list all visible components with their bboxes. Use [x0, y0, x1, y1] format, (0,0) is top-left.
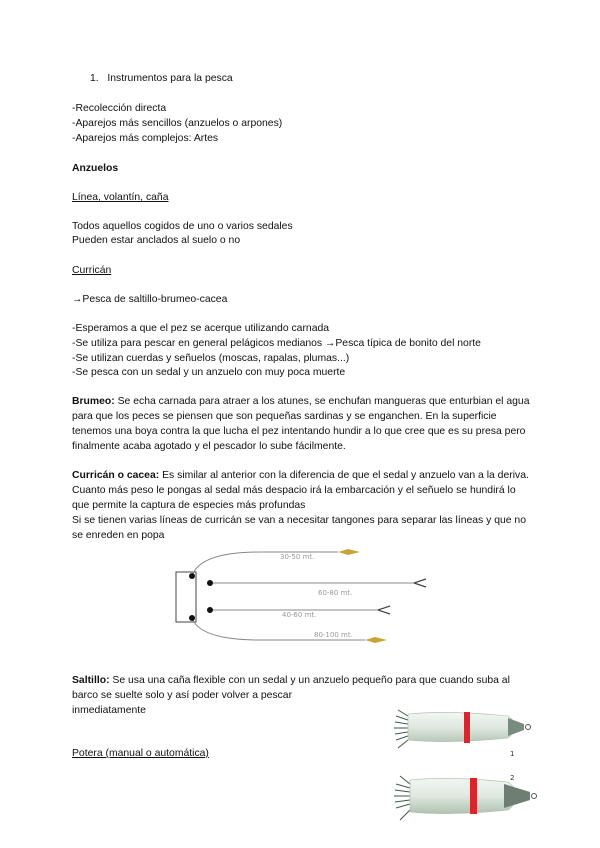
jig-2-body	[410, 778, 517, 813]
intro-line-3: -Aparejos más complejos: Artes	[72, 133, 219, 144]
boat-stern-shape	[176, 572, 196, 622]
jig-2-hooks	[394, 776, 410, 820]
brumeo-text: Se echa carnada para atraer a los atunes, se enchufan mangueras que enturbian el agua para que los peces se piensen que son pequeñas sardinas y se enganchen. En la superficie tenemos una boya contra la que lucha el pez intentando hundir a lo que cree que es su presa pero finalmente acaba agotado y el pescador lo sube fácilmente.	[72, 396, 530, 452]
jig-1-hooks	[394, 710, 408, 748]
list-item-instruments	[90, 72, 233, 86]
heading-potera: Potera (manual o automática)	[72, 748, 209, 759]
diagram-label-2: 60-80 mt.	[318, 589, 353, 597]
line-anchor-dot-4	[189, 615, 195, 621]
currican-arrow-line: →Pesca de saltillo-brumeo-cacea	[72, 294, 228, 305]
jig-2-head	[504, 784, 530, 808]
lure-4	[365, 637, 387, 643]
cacea-extra: Si se tienen varias líneas de curricán se van a necesitar tangones para separar las líneas y que no se enreden en popa	[72, 515, 526, 541]
diagram-label-1: 30-50 mt.	[280, 553, 315, 561]
linea-text-1: Todos aquellos cogidos de uno o varios sedales	[72, 221, 293, 232]
jig-1-eye	[526, 725, 531, 730]
lure-2	[414, 579, 426, 587]
jig-1-body	[408, 712, 515, 741]
squid-jig-1-image	[390, 706, 550, 762]
diagram-label-4: 80-100 mt.	[314, 631, 353, 639]
currican-point-1: -Esperamos a que el pez se acerque utilizando carnada	[72, 323, 330, 334]
cacea-term: Curricán o cacea:	[72, 470, 160, 481]
jig-1-red-band	[464, 712, 470, 743]
heading-linea: Línea, volantín, caña	[72, 192, 169, 203]
squid-jig-2-image	[390, 770, 550, 832]
outrigger-line-1	[192, 552, 338, 576]
currican-point-4: -Se pesca con un sedal y un anzuelo con muy poca muerte	[72, 367, 346, 378]
brumeo-paragraph	[72, 394, 532, 454]
jig-label-2: 2	[510, 774, 515, 782]
linea-text-2: Pueden estar anclados al suelo o no	[72, 235, 241, 246]
heading-anzuelos: Anzuelos	[72, 163, 119, 174]
lure-1	[338, 549, 360, 555]
currican-point-2: -Se utiliza para pescar en general pelágicos medianos →Pesca típica de bonito del norte	[72, 338, 481, 349]
line-anchor-dot-1	[189, 573, 195, 579]
heading-currican: Curricán	[72, 265, 112, 276]
cacea-paragraph	[72, 468, 532, 543]
list-number: 1.	[90, 73, 99, 84]
cacea-text: Es similar al anterior con la diferencia de que el sedal y anzuelo van a la deriva. Cuanto más peso le pongas al sedal más despacio irá la embarcación y el señuelo se hundirá lo que permite la captura de especies más profundas	[72, 470, 529, 511]
saltillo-text-2: inmediatamente	[72, 705, 146, 716]
line-anchor-dot-2	[207, 580, 213, 586]
trolling-lines-diagram	[170, 544, 430, 648]
intro-line-2: -Aparejos más sencillos (anzuelos o arpones)	[72, 118, 283, 129]
jig-2-red-band	[470, 778, 477, 814]
brumeo-term: Brumeo:	[72, 396, 115, 407]
saltillo-term: Saltillo:	[72, 675, 110, 686]
jig-2-eye	[532, 794, 537, 799]
saltillo-text: Se usa una caña flexible con un sedal y un anzuelo pequeño para que cuando suba al barco se suelte solo y así poder volver a pescar	[72, 675, 510, 701]
currican-point-3: -Se utilizan cuerdas y señuelos (moscas, rapalas, plumas...)	[72, 353, 350, 364]
intro-line-1: -Recolección directa	[72, 103, 167, 114]
jig-1-head	[508, 718, 524, 736]
jig-label-1: 1	[510, 750, 515, 758]
list-text: Instrumentos para la pesca	[107, 73, 233, 84]
lure-3	[378, 606, 390, 614]
diagram-label-3: 40-60 mt.	[282, 611, 317, 619]
line-anchor-dot-3	[207, 607, 213, 613]
